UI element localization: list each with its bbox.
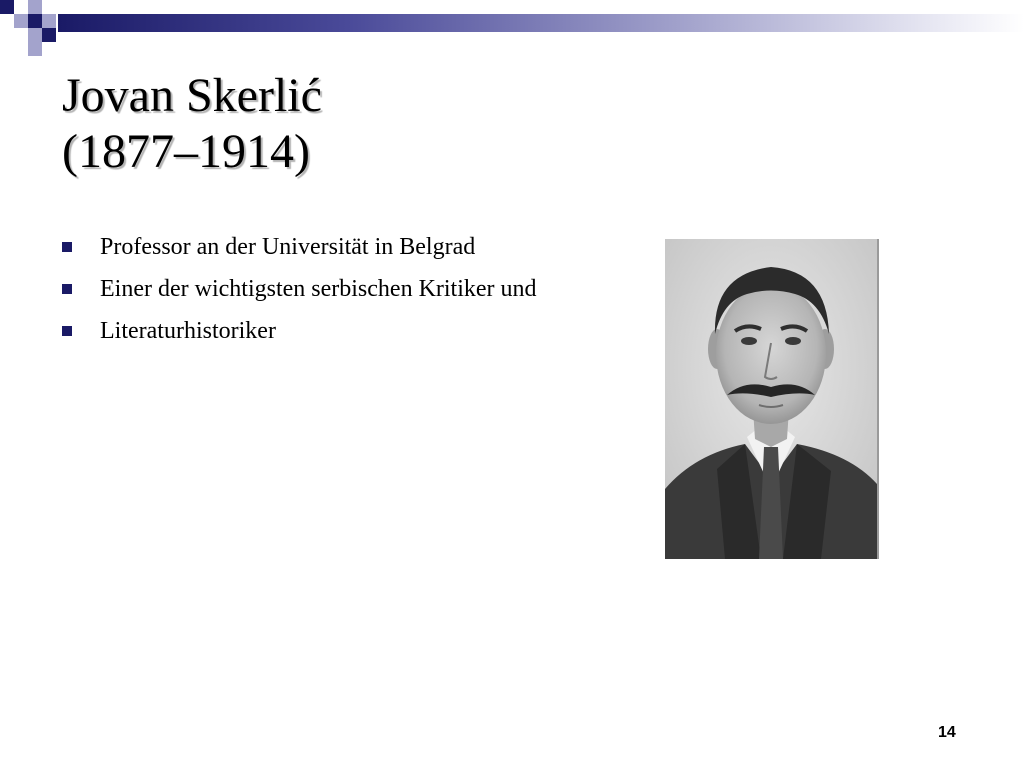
corner-square-12 [28, 42, 42, 56]
bullet-text: Literaturhistoriker [100, 317, 276, 344]
corner-square-1 [0, 0, 14, 14]
bullet-text: Einer der wichtigsten serbischen Kritiker und [100, 275, 537, 302]
bullet-text: Professor an der Universität in Belgrad [100, 233, 476, 260]
corner-square-4 [42, 0, 56, 14]
corner-square-6 [14, 14, 28, 28]
corner-square-9 [14, 28, 28, 42]
page-number: 14 [938, 724, 956, 741]
corner-square-8 [42, 14, 56, 28]
title-dates: (1877–1914) [62, 125, 310, 178]
header-gradient-bar [58, 14, 1024, 32]
corner-square-11 [42, 28, 56, 42]
bullet-item-2 [62, 268, 537, 310]
square-bullet-icon [62, 326, 72, 336]
square-bullet-icon [62, 284, 72, 294]
corner-square-7 [28, 14, 42, 28]
portrait-photo-icon [665, 239, 879, 559]
square-bullet-icon [62, 242, 72, 252]
slide-title [62, 68, 322, 180]
title-name: Jovan Skerlić [62, 69, 322, 122]
corner-square-2 [14, 0, 28, 14]
corner-square-10 [28, 28, 42, 42]
bullet-item-3 [62, 310, 537, 352]
bullet-list [62, 226, 537, 352]
corner-square-3 [28, 0, 42, 14]
corner-square-5 [0, 14, 14, 28]
bullet-item-1 [62, 226, 537, 268]
